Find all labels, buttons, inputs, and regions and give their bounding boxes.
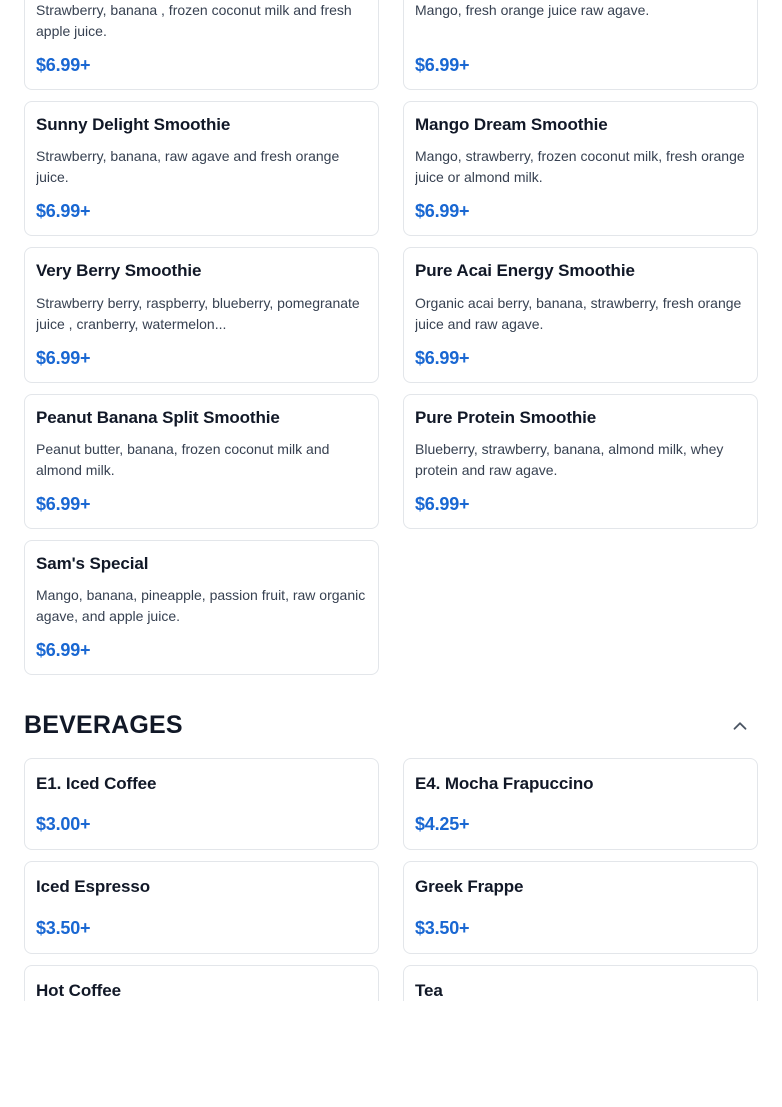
menu-item-description: Blueberry, strawberry, banana, almond milk, whey protein and raw agave. — [415, 440, 724, 478]
menu-item-description: Strawberry, banana, raw agave and fresh orange juice. — [36, 148, 340, 186]
menu-item-price: $3.00+ — [36, 814, 91, 835]
empty-grid-cell — [403, 540, 758, 675]
beverages-section-header[interactable] — [24, 711, 758, 740]
menu-item-description: Mango, banana, pineapple, passion fruit, raw organic agave, and apple juice. — [36, 587, 366, 624]
menu-item-card[interactable] — [403, 101, 758, 236]
menu-item-title: Sunny Delight Smoothie — [36, 115, 231, 134]
menu-item-description: Mango, strawberry, frozen coconut milk, fresh orange juice or almond milk. — [415, 148, 745, 186]
menu-item-price: $6.99+ — [36, 640, 91, 660]
menu-item-title: Mango Dream Smoothie — [415, 115, 608, 134]
smoothies-grid — [24, 101, 758, 675]
chevron-up-icon[interactable] — [726, 712, 754, 740]
menu-item-card[interactable] — [403, 247, 758, 382]
menu-item-price: $6.99+ — [36, 493, 91, 514]
menu-item-card[interactable] — [24, 101, 379, 236]
section-title: BEVERAGES — [24, 711, 183, 739]
menu-item-card[interactable] — [403, 861, 758, 953]
menu-item-title: Peanut Banana Split Smoothie — [36, 407, 280, 427]
menu-item-card[interactable] — [403, 0, 758, 90]
menu-item-card[interactable] — [24, 247, 379, 382]
menu-item-card[interactable] — [24, 758, 379, 850]
menu-item-card[interactable] — [403, 965, 758, 1001]
menu-item-title: Tea — [415, 980, 443, 1000]
menu-item-price: $4.25+ — [415, 814, 470, 835]
menu-item-price: $6.99+ — [36, 201, 91, 222]
beverages-grid — [24, 758, 758, 954]
menu-item-title: E1. Iced Coffee — [36, 774, 157, 793]
menu-item-title: Pure Protein Smoothie — [415, 407, 597, 427]
menu-item-card[interactable] — [24, 394, 379, 529]
menu-item-price: $3.50+ — [415, 917, 470, 938]
menu-item-price: $6.99+ — [415, 201, 470, 222]
menu-grid-partial — [24, 0, 758, 90]
menu-item-description: Strawberry berry, raspberry, blueberry, pomegranate juice , cranberry, watermelon... — [36, 294, 360, 332]
menu-item-description: Peanut butter, banana, frozen coconut milk and almond milk. — [36, 440, 330, 478]
beverages-grid-partial — [24, 965, 758, 1001]
menu-item-title: Iced Espresso — [36, 877, 150, 897]
menu-item-price: $6.99+ — [36, 347, 91, 368]
menu-item-price: $6.99+ — [36, 55, 91, 75]
menu-item-description: Strawberry, banana , frozen coconut milk and fresh apple juice. — [36, 2, 352, 39]
menu-item-card[interactable] — [24, 0, 379, 90]
menu-item-price: $6.99+ — [415, 493, 470, 514]
menu-item-description: Organic acai berry, banana, strawberry, fresh orange juice and raw agave. — [415, 294, 742, 332]
menu-item-description: Mango, fresh orange juice raw agave. — [415, 2, 650, 18]
menu-item-title: Hot Coffee — [36, 980, 121, 1000]
menu-item-price: $6.99+ — [415, 347, 470, 368]
menu-item-card[interactable] — [403, 394, 758, 529]
menu-item-card[interactable] — [24, 965, 379, 1001]
menu-item-price: $3.50+ — [36, 917, 91, 938]
menu-item-title: E4. Mocha Frapuccino — [415, 774, 594, 793]
menu-item-card[interactable] — [24, 540, 379, 675]
menu-item-title: Very Berry Smoothie — [36, 261, 202, 281]
menu-item-price: $6.99+ — [415, 55, 470, 75]
menu-item-title: Greek Frappe — [415, 877, 524, 897]
menu-item-card[interactable] — [403, 758, 758, 850]
menu-item-title: Sam's Special — [36, 553, 149, 573]
menu-item-card[interactable] — [24, 861, 379, 953]
menu-item-title: Pure Acai Energy Smoothie — [415, 261, 635, 281]
